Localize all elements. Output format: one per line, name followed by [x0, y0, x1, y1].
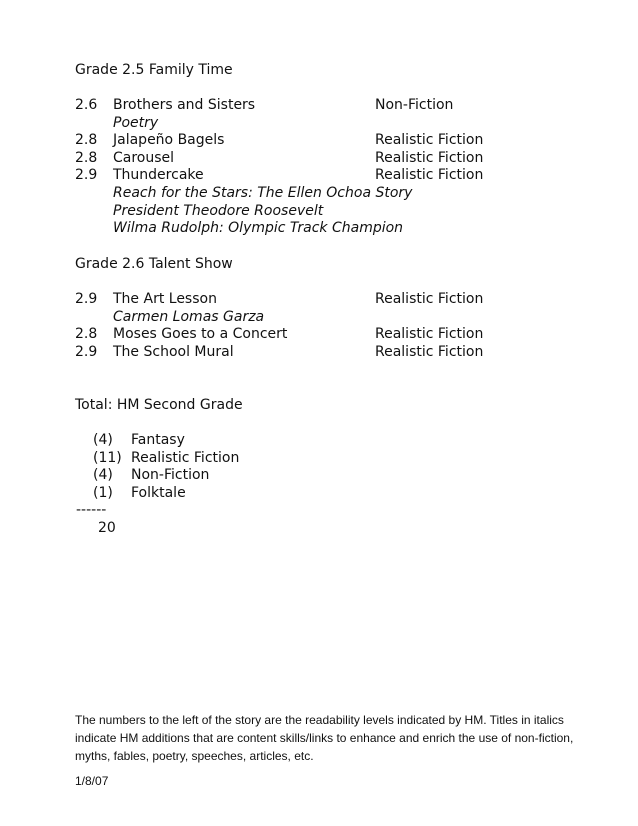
row-title: The School Mural: [113, 344, 234, 360]
row-title: Reach for the Stars: The Ellen Ochoa Story: [113, 185, 413, 201]
total-count: (1): [93, 485, 113, 501]
total-title: Total: HM Second Grade: [75, 397, 243, 413]
row-genre: Realistic Fiction: [375, 167, 484, 183]
row-title: Jalapeño Bagels: [113, 132, 225, 148]
row-genre: Realistic Fiction: [375, 326, 484, 342]
row-title: Thundercake: [113, 167, 204, 183]
row-level: 2.8: [75, 326, 98, 342]
row-level: 2.8: [75, 150, 98, 166]
row-level: 2.9: [75, 344, 98, 360]
row-level: 2.9: [75, 167, 98, 183]
total-count: (11): [93, 450, 122, 466]
footer-note: The numbers to the left of the story are the readability levels indicated by HM. Titles in italics indicate HM additions that are content skills/links to enhance and enrich the use of non-fiction, myths, fables, poetry, speeches, articles, etc.: [75, 713, 574, 763]
total-sum: 20: [98, 520, 116, 536]
section-title-family-time: Grade 2.5 Family Time: [75, 62, 233, 78]
row-level: 2.9: [75, 291, 98, 307]
row-title: President Theodore Roosevelt: [113, 203, 324, 219]
row-level: 2.8: [75, 132, 98, 148]
footer-date: 1/8/07: [75, 774, 109, 788]
row-genre: Realistic Fiction: [375, 132, 484, 148]
row-level: 2.6: [75, 97, 98, 113]
row-title: The Art Lesson: [113, 291, 217, 307]
row-title: Brothers and Sisters: [113, 97, 256, 113]
row-title: Poetry: [113, 115, 159, 131]
row-title: Wilma Rudolph: Olympic Track Champion: [113, 220, 404, 236]
section-title-talent-show: Grade 2.6 Talent Show: [75, 256, 233, 272]
total-label: Fantasy: [131, 432, 185, 448]
row-genre: Realistic Fiction: [375, 150, 484, 166]
total-label: Folktale: [131, 485, 186, 501]
row-title: Carmen Lomas Garza: [113, 309, 265, 325]
row-title: Moses Goes to a Concert: [113, 326, 288, 342]
total-label: Realistic Fiction: [131, 450, 240, 466]
total-divider: ------: [76, 502, 107, 518]
total-count: (4): [93, 432, 113, 448]
total-count: (4): [93, 467, 113, 483]
total-label: Non-Fiction: [131, 467, 210, 483]
row-genre: Non-Fiction: [375, 97, 454, 113]
row-genre: Realistic Fiction: [375, 344, 484, 360]
row-title: Carousel: [113, 150, 175, 166]
row-genre: Realistic Fiction: [375, 291, 484, 307]
